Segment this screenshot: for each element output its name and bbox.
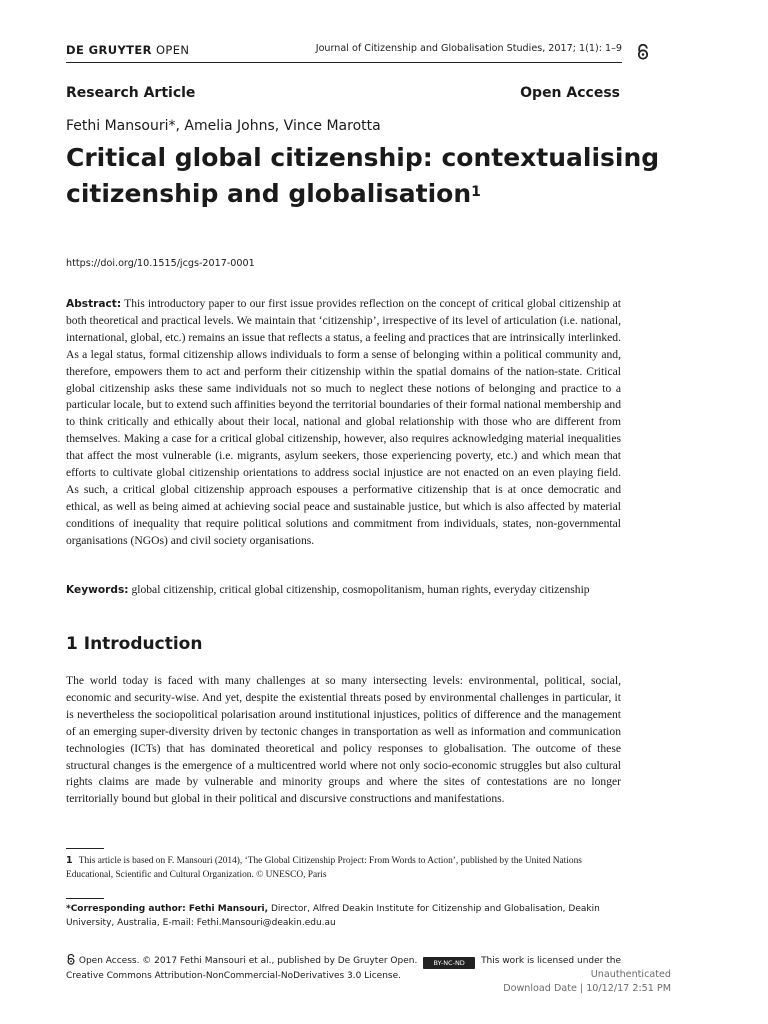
keywords	[66, 582, 626, 598]
introduction-paragraph: The world today is faced with many challenges at so many intersecting levels: environmental, political, social, economic and security-wise. And yet, despite the existential threats posed by environmental challenges in particular, it is nevertheless the sociopolitical polarisation around institutional injustices, politics of difference and the management of an emerging super-diversity driven by tectonic changes in transportation as well as information and communication technologies (ICTs) that has dominated theoretical and policy responses to globalisation. The outcome of these structural changes is the emergence of a multicentred world where not only socio-economic struggles but also cultural rights claims are made by vulnerable and minority groups and where the sites of contestations are no longer territorially bound but global in their political and discursive constructions and manifestations.	[66, 674, 621, 806]
article-title	[66, 140, 666, 212]
footnote-text: This article is based on F. Mansouri (2014), ‘The Global Citizenship Project: From Words to Action’, published by the United Nations Educational, Scientific and Cultural Organization. © UNESCO, Paris	[66, 856, 582, 880]
title-footnote-marker[interactable]: 1	[471, 184, 481, 200]
unauthenticated-stamp: Unauthenticated	[590, 969, 671, 980]
license-text-after: This work is licensed under the Creative Commons Attribution-NonCommercial-NoDerivatives 3.0 License.	[66, 956, 621, 981]
footnote	[66, 854, 622, 882]
abstract-text: This introductory paper to our first issue provides reflection on the concept of critical global citizenship at both theoretical and practical levels. We maintain that ‘citizenship’, irrespective of its level of articulation (i.e. national, international, global, etc.) remains an issue that reflects a status, a feeling and practices that are intrinsically interlinked. As a legal status, formal citizenship allows individuals to form a sense of belonging within a political community and, therefore, empowers them to act and perform their citizenship within the spatial domains of the nation-state. Critical global citizenship asks these same individuals not so much to neglect these notions of belonging and practice to a particular locale, but to extend such affinities beyond the territorial boundaries of their formal national membership and to think critically and ethically about their local, national and global relationship with those who are different from themselves. Making a case for a critical global citizenship, however, also requires acknowledging material inequalities that affect the most vulnerable (i.e. migrants, asylum seekers, those experiencing poverty, etc.) and which mean that efforts to cultivate global citizenship orientations to address social injustice are not enacted on an even playing field. As such, a critical global citizenship approach espouses a performative citizenship that is at once democratic and ethical, as well as being aimed at achieving social peace and sustainable justice, but which is also affected by material conditions of inequality that require political solutions and commitment from individuals, states, non-governmental organisations (NGOs) and civil society organisations.	[66, 297, 622, 547]
author-list: Fethi Mansouri*, Amelia Johns, Vince Marotta	[66, 118, 381, 134]
page-header	[66, 40, 622, 63]
cc-license-badge-icon[interactable]: BY-NC-ND	[423, 957, 475, 969]
license-statement	[66, 954, 622, 983]
footnote-number: 1	[66, 855, 73, 866]
corresponding-author-label: *Corresponding author: Fethi Mansouri,	[66, 904, 269, 914]
abstract	[66, 296, 621, 550]
open-access-icon	[66, 954, 76, 965]
download-date-stamp: Download Date | 10/12/17 2:51 PM	[503, 983, 671, 994]
corresponding-author-note	[66, 902, 622, 930]
publisher-name-light: OPEN	[155, 43, 190, 57]
journal-reference: Journal of Citizenship and Globalisation Studies, 2017; 1(1): 1–9	[315, 43, 622, 54]
title-line-2: citizenship and globalisation	[66, 179, 472, 208]
footnote-divider	[66, 848, 104, 849]
article-type: Research Article	[66, 85, 196, 101]
keywords-label: Keywords:	[66, 584, 129, 596]
abstract-label: Abstract:	[66, 298, 122, 310]
corresponding-divider	[66, 898, 104, 899]
keywords-text: global citizenship, critical global citizenship, cosmopolitanism, human rights, everyday citizenship	[131, 583, 590, 596]
publisher-logo	[66, 43, 189, 57]
corresponding-author-text: Director, Alfred Deakin Institute for Citizenship and Globalisation, Deakin University, Australia, E-mail: Fethi.Mansouri@deakin.edu.au	[66, 904, 600, 928]
publisher-name-bold: DE GRUYTER	[66, 43, 152, 57]
open-access-label: Open Access	[520, 85, 620, 101]
open-access-icon	[636, 44, 650, 60]
doi-link[interactable]: https://doi.org/10.1515/jcgs-2017-0001	[66, 258, 255, 269]
license-text-before: Open Access. © 2017 Fethi Mansouri et al., published by De Gruyter Open.	[78, 956, 418, 966]
title-line-1: Critical global citizenship: contextualising	[66, 143, 660, 172]
section-heading-introduction: 1 Introduction	[66, 634, 203, 654]
